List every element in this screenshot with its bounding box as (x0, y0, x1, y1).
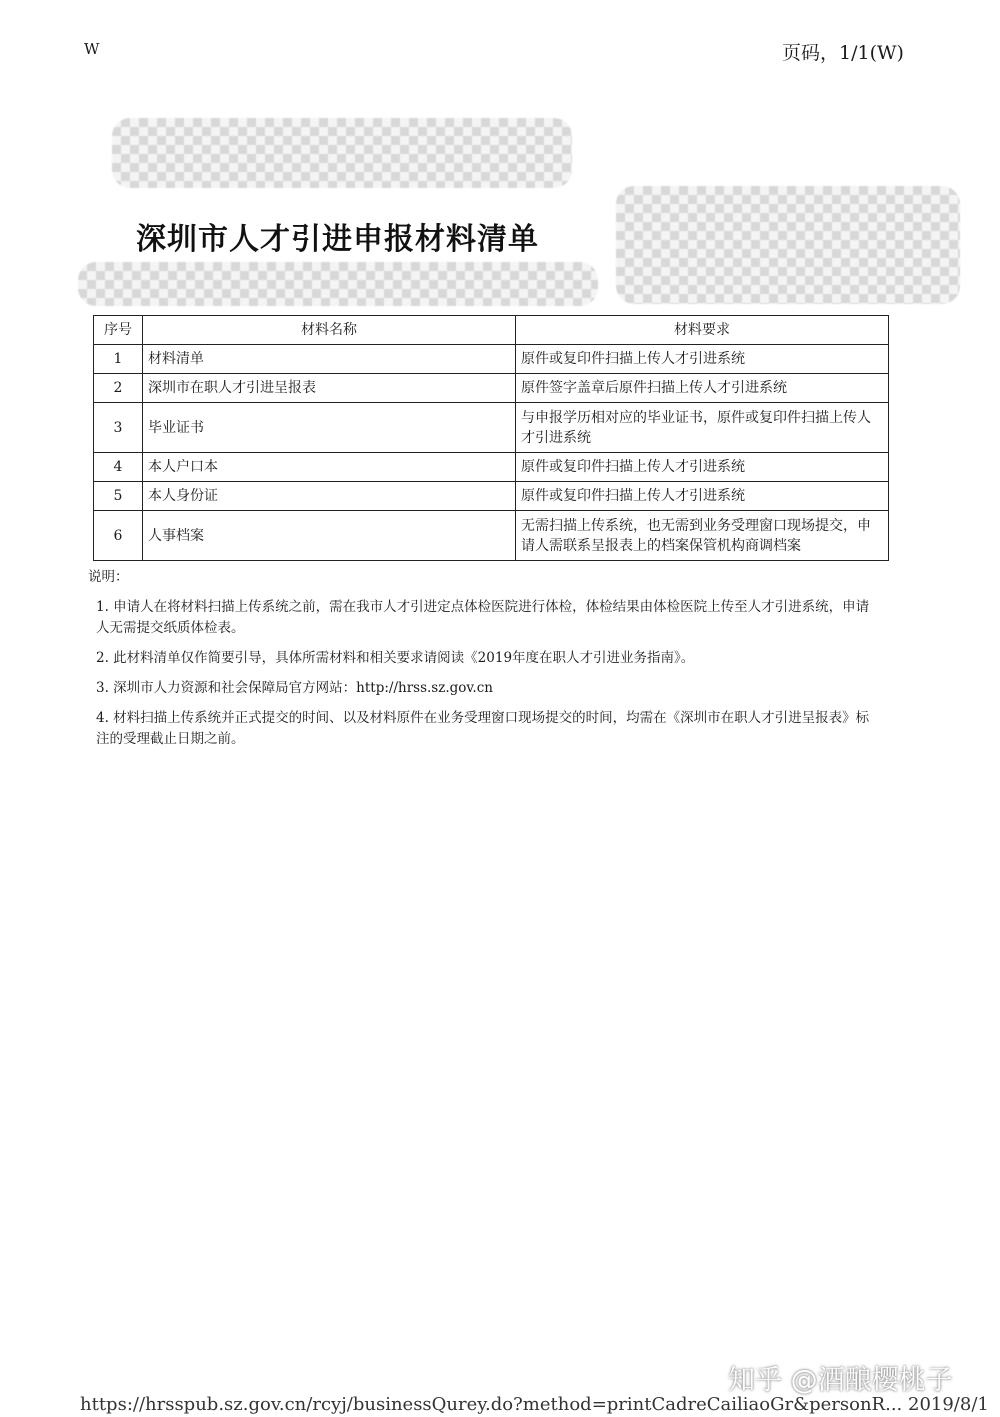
material-requirement: 原件或复印件扫描上传人才引进系统 (516, 453, 889, 482)
notes-section (88, 567, 878, 759)
zhihu-watermark: 知乎 @酒酿樱桃子 (728, 1365, 953, 1396)
materials-table (93, 315, 889, 561)
material-requirement: 与申报学历相对应的毕业证书，原件或复印件扫描上传人才引进系统 (516, 403, 889, 453)
table-row (94, 345, 889, 374)
note-item: 2. 此材料清单仅作简要引导，具体所需材料和相关要求请阅读《2019年度在职人才引进业务指南》。 (96, 650, 695, 666)
footer-print-url: https://hrsspub.sz.gov.cn/rcyj/businessQurey.do?method=printCadreCailiaoGr&personR... 2019/8/1 (80, 1394, 989, 1415)
column-header-name: 材料名称 (143, 316, 516, 345)
row-number: 1 (94, 345, 143, 374)
table-header-row (94, 316, 889, 345)
material-name: 本人户口本 (143, 453, 516, 482)
column-header-requirement: 材料要求 (516, 316, 889, 345)
table-row (94, 453, 889, 482)
header-left-mark: W (84, 40, 100, 58)
material-name: 深圳市在职人才引进呈报表 (143, 374, 516, 403)
material-name: 材料清单 (143, 345, 516, 374)
note-item: 1. 申请人在将材料扫描上传系统之前，需在我市人才引进定点体检医院进行体检，体检结果由体检医院上传至人才引进系统，申请人无需提交纸质体检表。 (96, 599, 870, 636)
row-number: 3 (94, 403, 143, 453)
material-requirement: 原件或复印件扫描上传人才引进系统 (516, 482, 889, 511)
table-row (94, 403, 889, 453)
row-number: 6 (94, 511, 143, 561)
material-requirement: 原件签字盖章后原件扫描上传人才引进系统 (516, 374, 889, 403)
table-row (94, 374, 889, 403)
material-name: 毕业证书 (143, 403, 516, 453)
redacted-applicant-info (78, 262, 598, 306)
notes-heading: 说明： (88, 569, 129, 585)
page-number-label: 页码，1/1(W) (782, 42, 904, 64)
table-row (94, 511, 889, 561)
material-requirement: 无需扫描上传系统，也无需到业务受理窗口现场提交，申请人需联系呈报表上的档案保管机构商调档案 (516, 511, 889, 561)
redacted-qr-area (616, 186, 960, 304)
document-title: 深圳市人才引进申报材料清单 (136, 222, 539, 257)
table-row (94, 482, 889, 511)
material-name: 人事档案 (143, 511, 516, 561)
redacted-barcode-area (112, 118, 572, 188)
note-item: 4. 材料扫描上传系统并正式提交的时间、以及材料原件在业务受理窗口现场提交的时间，均需在《深圳市在职人才引进呈报表》标注的受理截止日期之前。 (96, 710, 870, 747)
row-number: 4 (94, 453, 143, 482)
row-number: 5 (94, 482, 143, 511)
note-item: 3. 深圳市人力资源和社会保障局官方网站：http://hrss.sz.gov.cn (96, 680, 493, 696)
column-header-number: 序号 (94, 316, 143, 345)
row-number: 2 (94, 374, 143, 403)
material-requirement: 原件或复印件扫描上传人才引进系统 (516, 345, 889, 374)
material-name: 本人身份证 (143, 482, 516, 511)
